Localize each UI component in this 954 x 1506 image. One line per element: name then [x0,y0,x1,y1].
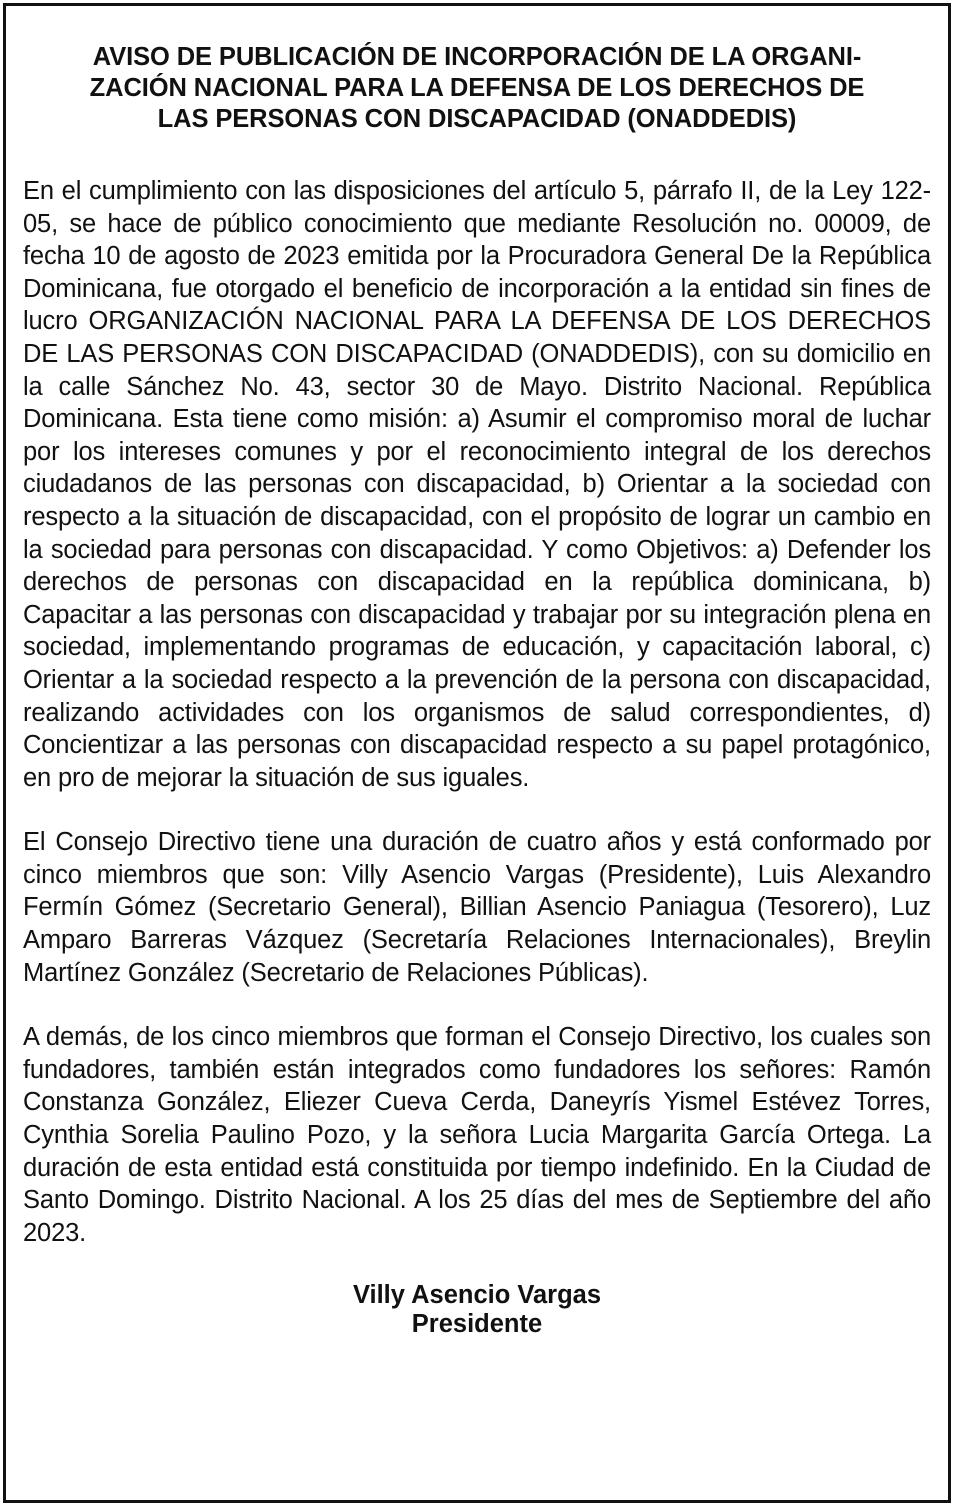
signature-role: Presidente [411,1310,543,1339]
notice-paragraph-board: El Consejo Directivo tiene una duración de cuatro años y está conformado por cinco miembros que son: Villy Asencio Vargas (Presidente), Luis Alexandro Fermín Gómez (Secretario General), Billian Asencio Paniagua (Tesorero), Luz Amparo Barreras Vázquez (Secretaría Relaciones Internacionales), Breylin Martínez González (Secretario de Relaciones Públicas). [23,828,931,987]
notice-border-frame [3,3,951,1503]
notice-content [23,42,931,1339]
signature-name: Villy Asencio Vargas [352,1281,602,1310]
notice-title: AVISO DE PUBLICACIÓN DE INCORPORACIÓN DE LA ORGANI- ZACIÓN NACIONAL PARA LA DEFENSA DE LOS DERECHOS DE LAS PERSONAS CON DISCAPACIDAD (ONADDEDIS) [89,43,865,133]
notice-paragraph-incorporation: En el cumplimiento con las disposiciones del artículo 5, párrafo II, de la Ley 122-05, se hace de público conocimiento que mediante Resolución no. 00009, de fecha 10 de agosto de 2023 emitida por la Procuradora General De la República Dominicana, fue otorgado el beneficio de incorporación a la entidad sin fines de lucro ORGANIZACIÓN NACIONAL PARA LA DEFENSA DE LOS DERECHOS DE LAS PERSONAS CON DISCAPACIDAD (ONADDEDIS), con su domicilio en la calle Sánchez No. 43, sector 30 de Mayo. Distrito Nacional. República Dominicana. Esta tiene como misión: a) Asumir el compromiso moral de luchar por los intereses comunes y por el reconocimiento integral de los derechos ciudadanos de las personas con discapacidad, b) Orientar a la sociedad con respecto a la situación de discapacidad, con el propósito de lograr un cambio en la sociedad para personas con discapacidad. Y como Objetivos: a) Defender los derechos de personas con discapacidad en la república dominicana, b) Capacitar a las personas con discapacidad y trabajar por su integración plena en sociedad, implementando programas de educación, y capacitación laboral, c) Orientar a la sociedad respecto a la prevención de la persona con discapacidad, realizando actividades con los organismos de salud correspondientes, d) Concientizar a las personas con discapacidad respecto a su papel protagónico, en pro de mejorar la situación de sus iguales. [23,177,931,792]
notice-paragraph-founders: A demás, de los cinco miembros que forman el Consejo Directivo, los cuales son fundadores, también están integrados como fundadores los señores: Ramón Constanza González, Eliezer Cueva Cerda, Daneyrís Yismel Estévez Torres, Cynthia Sorelia Paulino Pozo, y la señora Lucia Margarita García Ortega. La duración de esta entidad está constituida por tiempo indefinido. En la Ciudad de Santo Domingo. Distrito Nacional. A los 25 días del mes de Septiembre del año 2023. [23,1023,931,1247]
signature-block [23,1281,931,1339]
